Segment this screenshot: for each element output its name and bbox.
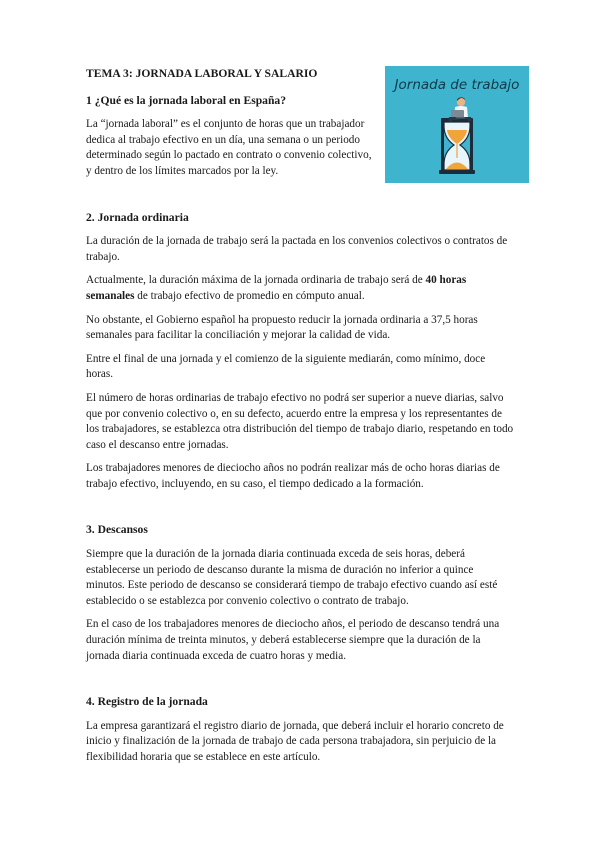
paragraph-text: de trabajo efectivo de promedio en cómputo anual. xyxy=(134,289,365,302)
document-body xyxy=(86,66,514,774)
document-title: TEMA 3: JORNADA LABORAL Y SALARIO xyxy=(86,67,318,80)
section-2-paragraph-2 xyxy=(86,273,514,304)
section-heading-1: 1 ¿Qué es la jornada laboral en España? xyxy=(86,93,287,107)
section-2-paragraph-6: Los trabajadores menores de dieciocho años no podrán realizar más de ocho horas diarias de trabajo efectivo, incluyendo, en su caso, el tiempo dedicado a la formación. xyxy=(86,462,500,490)
section-2-paragraph-5: El número de horas ordinarias de trabajo efectivo no podrá ser superior a nueve diarias, salvo que por convenio colectivo o, en su defecto, acuerdo entre la empresa y los representantes de los trabajadores, se establezca otra distribución del tiempo de trabajo diario, respetando en todo caso el descanso entre jornadas. xyxy=(86,391,514,451)
section-4-paragraph-1: La empresa garantizará el registro diario de jornada, que deberá incluir el horario concreto de inicio y finalización de la jornada de trabajo de cada persona trabajadora, sin perjuicio de la flexibilidad horaria que se establece en este artículo. xyxy=(86,719,504,763)
section-2-paragraph-3: No obstante, el Gobierno español ha propuesto reducir la jornada ordinaria a 37,5 horas semanales para facilitar la conciliación y mejorar la calidad de vida. xyxy=(86,313,478,342)
illustration-caption: Jornada de trabajo xyxy=(394,77,520,93)
section-3-paragraph-1: Siempre que la duración de la jornada diaria continuada exceda de seis horas, deberá establecerse un periodo de descanso durante la misma de duración no inferior a quince minutos. Este periodo de descanso se considerará tiempo de trabajo efectivo cuando así esté establecido o se establezca por convenio colectivo o contrato de trabajo. xyxy=(86,548,498,607)
section-3-paragraph-2: En el caso de los trabajadores menores de dieciocho años, el periodo de descanso tendrá una duración mínima de treinta minutos, y deberá establecerse siempre que la duración de la jornada diaria continuada exceda de cuatro horas y media. xyxy=(86,618,500,662)
section-2-paragraph-1: La duración de la jornada de trabajo será la pactada en los convenios colectivos o contratos de trabajo. xyxy=(86,235,508,263)
section-heading-3: 3. Descansos xyxy=(86,523,148,537)
section-heading-2: 2. Jornada ordinaria xyxy=(86,210,189,224)
section-heading-4: 4. Registro de la jornada xyxy=(86,695,208,709)
section-1-paragraph-1: La “jornada laboral” es el conjunto de horas que un trabajador dedica al trabajo efectivo en un día, una semana o un periodo determinado según lo pactado en contrato o convenio colectivo, y dentro de los límites marcados por la ley. xyxy=(86,118,372,177)
highlight-40-horas: 40 horas semanales xyxy=(86,274,467,302)
section-2-paragraph-4: Entre el final de una jornada y el comienzo de la siguiente mediarán, como mínimo, doce horas. xyxy=(86,352,486,381)
paragraph-text: Actualmente, la duración máxima de la jornada ordinaria de trabajo será de xyxy=(86,274,426,287)
